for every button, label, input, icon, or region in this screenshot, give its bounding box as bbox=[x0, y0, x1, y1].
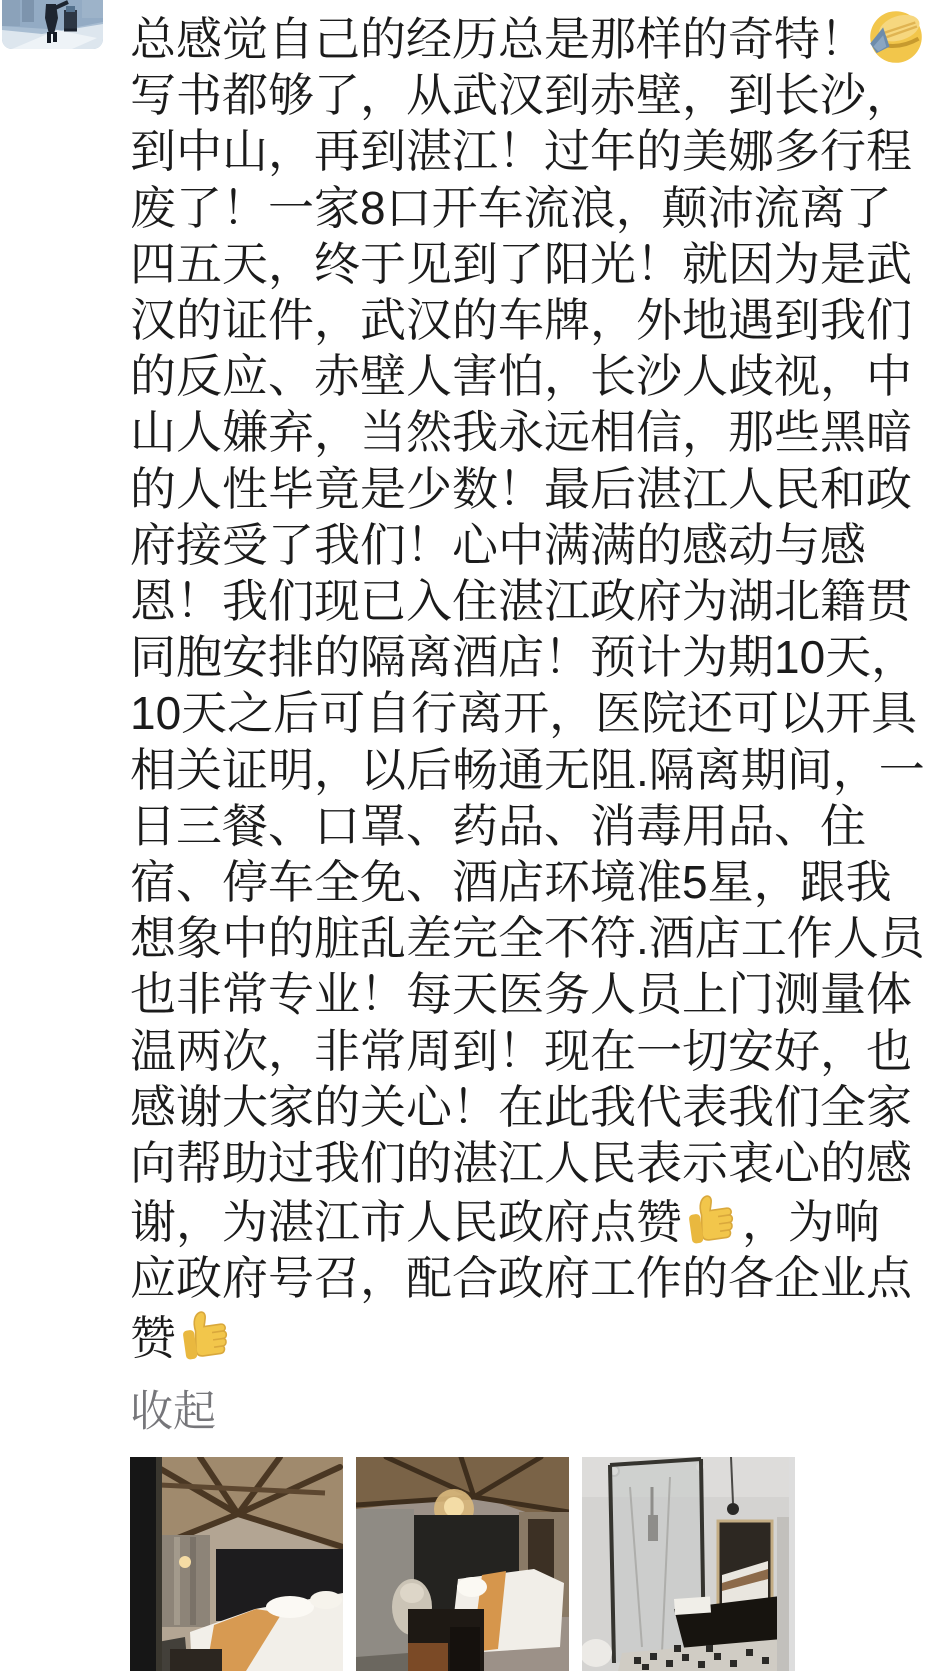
user-avatar[interactable] bbox=[2, 0, 103, 49]
text-line: 同胞安排的隔离酒店！预计为期10天， bbox=[130, 631, 918, 684]
text-line: 温两次，非常周到！现在一切安好，也 bbox=[130, 1024, 912, 1077]
text-line: 向帮助过我们的湛江人民表示衷心的感 bbox=[130, 1137, 912, 1190]
avatar-snow-scene-image bbox=[2, 0, 103, 49]
text-line: 府接受了我们！心中满满的感动与感 bbox=[130, 518, 866, 571]
text-line: 恩！我们现已入住湛江政府为湖北籍贯 bbox=[130, 575, 912, 628]
post-content bbox=[130, 0, 925, 1679]
hotel-bedroom-photo-2[interactable] bbox=[356, 1457, 569, 1671]
hotel-bathroom-photo[interactable] bbox=[582, 1457, 795, 1671]
text-line: 的反应、赤壁人害怕，长沙人歧视，中 bbox=[130, 350, 912, 403]
text-line: 谢，为湛江市人民政府点赞 ，为响 bbox=[130, 1191, 920, 1250]
text-line: 写书都够了，从武汉到赤壁，到长沙， bbox=[130, 69, 912, 122]
text-line: 也非常专业！每天医务人员上门测量体 bbox=[130, 968, 912, 1021]
text-line: 想象中的脏乱差完全不符.酒店工作人员 bbox=[130, 912, 925, 965]
text-line: 感谢大家的关心！在此我代表我们全家 bbox=[130, 1080, 912, 1133]
photo-grid bbox=[130, 1457, 920, 1671]
post-text bbox=[130, 0, 925, 1366]
text-line: 到中山，再到湛江！过年的美娜多行程 bbox=[130, 125, 912, 178]
text-line: 日三餐、口罩、药品、消毒用品、住 bbox=[130, 799, 866, 852]
text-line: 的人性毕竟是少数！最后湛江人民和政 bbox=[130, 462, 912, 515]
text-line: 总感觉自己的经历总是那样的奇特！ bbox=[130, 8, 920, 67]
text-line: 废了！一家8口开车流浪，颠沛流离了 bbox=[130, 181, 892, 234]
hotel-bedroom-photo-1[interactable] bbox=[130, 1457, 343, 1671]
text-line: 四五天，终于见到了阳光！就因为是武 bbox=[130, 237, 912, 290]
collapse-toggle[interactable]: 收起 bbox=[130, 1387, 216, 1436]
facepalm-emoji bbox=[867, 8, 925, 66]
thumbs-up-emoji bbox=[683, 1191, 741, 1249]
text-line: 10天之后可自行离开，医院还可以开具 bbox=[130, 687, 918, 740]
thumbs-up-emoji bbox=[177, 1307, 235, 1365]
text-line: 汉的证件，武汉的车牌，外地遇到我们 bbox=[130, 294, 912, 347]
text-line: 山人嫌弃，当然我永远相信，那些黑暗 bbox=[130, 406, 912, 459]
text-line: 赞 bbox=[130, 1307, 920, 1366]
text-line: 宿、停车全免、酒店环境准5星，跟我 bbox=[130, 856, 892, 909]
text-line: 相关证明，以后畅通无阻.隔离期间，一 bbox=[130, 743, 925, 796]
text-line: 应政府号召，配合政府工作的各企业点 bbox=[130, 1252, 912, 1305]
